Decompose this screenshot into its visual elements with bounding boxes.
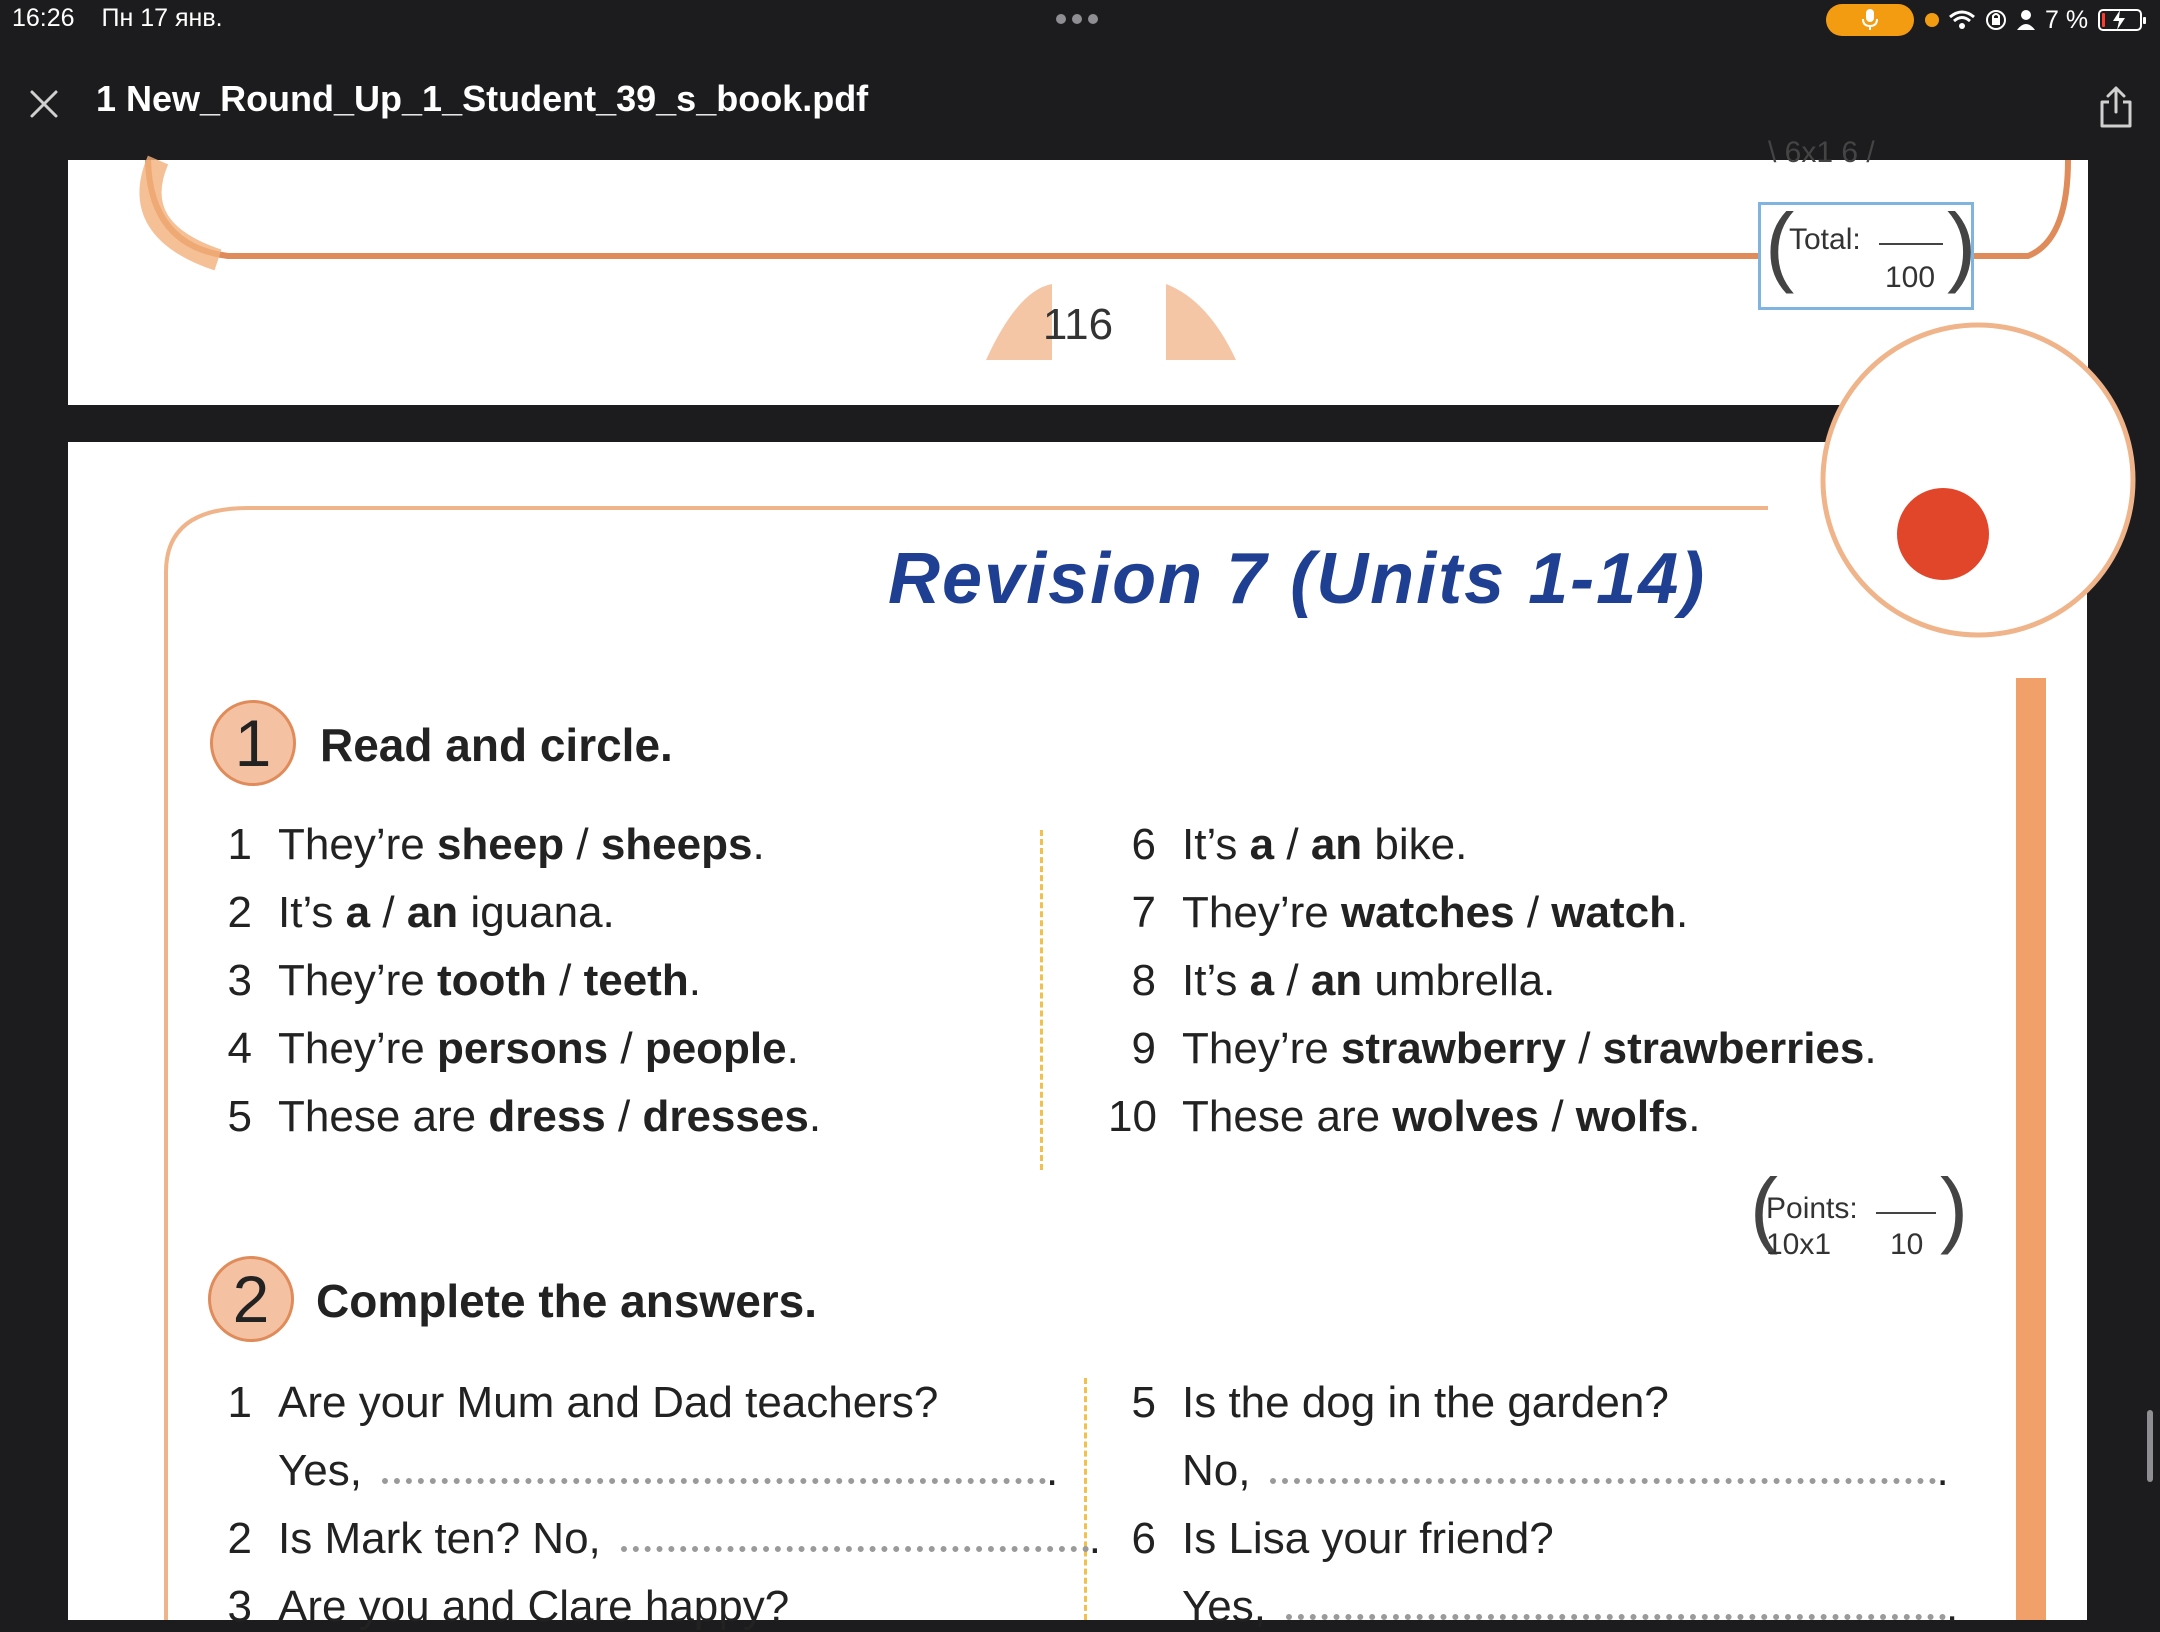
page-number: 116 [1042,300,1114,349]
option-b[interactable]: teeth [583,956,689,1005]
share-icon [2096,84,2136,130]
exercise-1-item: 6 It’s a / an bike. [1131,820,1468,869]
recording-dot-icon [1925,13,1939,27]
answer-blank[interactable] [621,1546,1089,1552]
multitask-dots-icon[interactable] [1056,14,1098,24]
scroll-indicator[interactable] [2147,1410,2153,1482]
exercise-2-question: 2 Is Mark ten? No, . [227,1514,1102,1563]
screen-lock-icon [1985,9,2007,31]
battery-percent: 7 % [2045,5,2089,34]
option-b[interactable]: an [1310,820,1363,869]
mic-icon [1860,9,1880,31]
total-value: 100 [1885,261,1936,294]
exercise-1-item: 4 They’re persons / people. [227,1024,799,1073]
battery-level [2102,13,2105,27]
status-time: 16:26 [12,4,75,32]
exercise-1-item: 8 It’s a / an umbrella. [1131,956,1556,1005]
paren-left: ( [1750,1161,1778,1255]
battery-icon [2098,9,2142,31]
exercise-1-item: 7 They’re watches / watch. [1131,888,1689,937]
exercise-2-answer: Yes, . [278,1446,1059,1495]
option-b[interactable]: watch [1551,888,1676,937]
points-box [1750,1161,1968,1272]
person-icon [2017,9,2035,31]
option-b[interactable]: an [1310,956,1363,1005]
option-a[interactable]: a [1249,820,1275,869]
option-a[interactable]: a [1249,956,1275,1005]
column-divider [1084,1378,1087,1620]
paren-right: ) [1940,1161,1968,1255]
document-title: 1 New_Round_Up_1_Student_39_s_book.pdf [96,78,869,119]
total-label: Total: [1789,223,1861,256]
exercise-1-item: 1 They’re sheep / sheeps. [227,820,765,869]
pdf-page-current [68,442,2087,1631]
option-a[interactable]: strawberry [1340,1024,1566,1073]
exercise-2-heading: Complete the answers. [316,1275,818,1327]
exercise-2-question: 1 Are your Mum and Dad teachers? [227,1378,939,1427]
paren-left: ( [1765,195,1795,294]
points-value: 10 [1890,1228,1924,1261]
revision-title: Revision 7 (Units 1-14) [888,539,1707,619]
exercise-1-item: 3 They’re tooth / teeth. [227,956,701,1005]
charging-bolt-icon [2112,10,2126,30]
option-a[interactable]: wolves [1392,1092,1540,1141]
answer-blank[interactable] [1286,1614,1946,1620]
status-right [1925,4,2142,36]
exercise-2-question: 3 Are you and Clare happy? [227,1582,790,1631]
exercise-1-item: 5 These are dress / dresses. [227,1092,822,1141]
exercise-1-badge: 1 [210,700,296,786]
fraction-line [1876,1212,1936,1214]
points-calc: 10x1 [1766,1228,1832,1261]
answer-blank[interactable] [1270,1478,1936,1484]
exercise-1-item: 9 They’re strawberry / strawberries. [1131,1024,1877,1073]
option-b[interactable]: strawberries [1602,1024,1865,1073]
close-icon [24,84,64,124]
exercise-2-question: 5 Is the dog in the garden? [1131,1378,1669,1427]
option-b[interactable]: dresses [642,1092,809,1141]
total-score-box [1758,195,1977,310]
option-b[interactable]: people [644,1024,787,1073]
mic-indicator[interactable] [1826,4,1914,36]
exercise-2-badge: 2 [208,1256,294,1342]
exercise-1-item: 10 These are wolves / wolfs. [1108,1092,1701,1141]
option-a[interactable]: a [345,888,371,937]
exercise-1-heading: Read and circle. [320,719,673,771]
column-divider [1040,830,1043,1170]
share-button[interactable] [2096,84,2136,130]
option-a[interactable]: tooth [436,956,547,1005]
exercise-2-answer: No, . [1182,1446,1949,1495]
option-b[interactable]: an [406,888,459,937]
partial-points-text: \ 6x1 6 / [1768,136,1875,169]
exercise-2-question: 6 Is Lisa your friend? [1131,1514,1554,1563]
exercise-2-answer: Yes, . [1182,1582,1959,1631]
answer-blank[interactable] [382,1478,1046,1484]
exercise-1-item: 2 It’s a / an iguana. [227,888,615,937]
option-a[interactable]: sheep [436,820,565,869]
status-date: Пн 17 янв. [101,4,223,32]
wifi-icon [1949,10,1975,30]
option-a[interactable]: watches [1340,888,1515,937]
fraction-line [1879,243,1943,245]
pdf-page-previous [68,136,2088,405]
close-button[interactable] [24,84,64,124]
paren-right: ) [1947,195,1977,294]
points-label: Points: [1766,1192,1858,1225]
status-left [12,4,243,33]
option-b[interactable]: wolfs [1575,1092,1689,1141]
option-b[interactable]: sheeps [600,820,753,869]
status-bar [0,0,2160,40]
option-a[interactable]: persons [436,1024,609,1073]
option-a[interactable]: dress [488,1092,606,1141]
